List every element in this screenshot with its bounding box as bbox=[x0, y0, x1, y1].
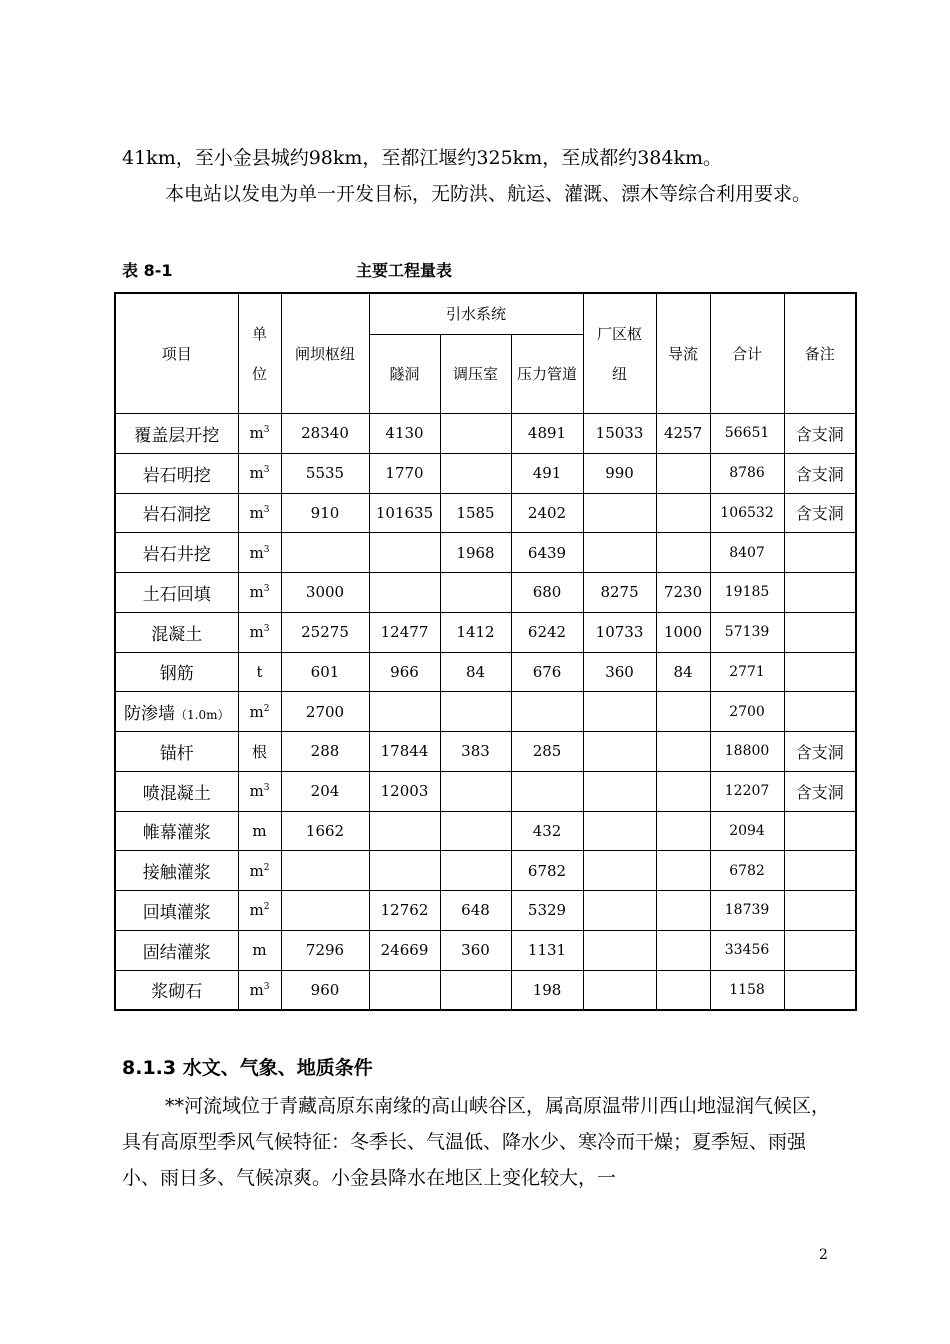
table-cell-surge: 383 bbox=[440, 732, 511, 772]
table-cell-unit: m bbox=[238, 811, 281, 851]
table-cell-unit: $m^3$ bbox=[238, 970, 281, 1010]
table-cell-tunnel bbox=[369, 851, 440, 891]
table-cell-dam bbox=[281, 533, 369, 573]
table-cell-diversion-flow bbox=[656, 732, 710, 772]
table-cell-unit: $m^3$ bbox=[238, 771, 281, 811]
table-cell-plant: 8275 bbox=[583, 573, 656, 613]
table-cell-total: 19185 bbox=[710, 573, 784, 613]
table-cell-diversion-flow bbox=[656, 851, 710, 891]
table-cell-note bbox=[784, 533, 856, 573]
table-cell-total: 2700 bbox=[710, 692, 784, 732]
table-cell-note: 含支洞 bbox=[784, 732, 856, 772]
table-cell-penstock bbox=[511, 692, 583, 732]
table-cell-surge: 360 bbox=[440, 930, 511, 970]
unit-exponent: 2 bbox=[263, 862, 270, 873]
table-row bbox=[115, 692, 856, 732]
table-cell-dam: 3000 bbox=[281, 573, 369, 613]
table-cell-unit: $m^2$ bbox=[238, 692, 281, 732]
table-cell-plant: 15033 bbox=[583, 414, 656, 454]
table-cell-plant bbox=[583, 692, 656, 732]
table-cell-dam: 601 bbox=[281, 652, 369, 692]
table-cell-plant: 990 bbox=[583, 453, 656, 493]
table-row bbox=[115, 652, 856, 692]
table-cell-total: 18739 bbox=[710, 891, 784, 931]
section-heading: 8.1.3 水文、气象、地质条件 bbox=[122, 1057, 373, 1079]
table-row bbox=[115, 414, 856, 454]
table-cell-surge bbox=[440, 970, 511, 1010]
table-row bbox=[115, 453, 856, 493]
table-cell-note bbox=[784, 891, 856, 931]
table-cell-total: 18800 bbox=[710, 732, 784, 772]
table-cell-diversion-flow bbox=[656, 692, 710, 732]
table-cell-unit: t bbox=[238, 652, 281, 692]
header-penstock: 压力管道 bbox=[511, 335, 583, 414]
header-note: 备注 bbox=[784, 293, 856, 414]
paragraph-climate: **河流域位于青藏高原东南缘的高山峡谷区，属高原温带川西山地湿润气候区，具有高原型季风气候特征：冬季长、气温低、降水少、寒冷而干燥；夏季短、雨强小、雨日多、气候凉爽。小金县降水在地区上变化较大，一 bbox=[122, 1095, 831, 1189]
table-cell-note bbox=[784, 930, 856, 970]
table-cell-penstock: 4891 bbox=[511, 414, 583, 454]
table-cell-surge: 1968 bbox=[440, 533, 511, 573]
table-cell-tunnel: 12003 bbox=[369, 771, 440, 811]
unit-exponent: 2 bbox=[263, 703, 270, 714]
table-cell-note: 含支洞 bbox=[784, 414, 856, 454]
table-cell-surge: 84 bbox=[440, 652, 511, 692]
unit-exponent: 3 bbox=[263, 425, 270, 436]
table-cell-tunnel: 17844 bbox=[369, 732, 440, 772]
table-cell-unit: $m^3$ bbox=[238, 493, 281, 533]
table-cell-surge bbox=[440, 811, 511, 851]
table-cell-surge bbox=[440, 573, 511, 613]
table-cell-dam: 28340 bbox=[281, 414, 369, 454]
table-cell-item: 固结灌浆 bbox=[115, 930, 238, 970]
table-cell-penstock: 432 bbox=[511, 811, 583, 851]
table-cell-dam bbox=[281, 851, 369, 891]
header-diversion-flow: 导流 bbox=[656, 293, 710, 414]
table-cell-total: 106532 bbox=[710, 493, 784, 533]
table-cell-diversion-flow bbox=[656, 891, 710, 931]
table-cell-note bbox=[784, 573, 856, 613]
table-cell-dam: 1662 bbox=[281, 811, 369, 851]
table-row bbox=[115, 771, 856, 811]
table-body bbox=[115, 414, 856, 1010]
header-diversion-system: 引水系统 bbox=[369, 293, 583, 335]
table-row bbox=[115, 811, 856, 851]
table-cell-plant bbox=[583, 930, 656, 970]
table-cell-diversion-flow bbox=[656, 533, 710, 573]
table-number: 表 8-1 bbox=[122, 261, 173, 280]
table-row bbox=[115, 493, 856, 533]
table-cell-unit: $m^3$ bbox=[238, 573, 281, 613]
header-surge-chamber: 调压室 bbox=[440, 335, 511, 414]
table-cell-diversion-flow bbox=[656, 771, 710, 811]
table-cell-note: 含支洞 bbox=[784, 493, 856, 533]
table-cell-diversion-flow bbox=[656, 811, 710, 851]
table-cell-diversion-flow: 84 bbox=[656, 652, 710, 692]
item-thickness: （1.0m） bbox=[175, 708, 230, 723]
table-cell-diversion-flow bbox=[656, 970, 710, 1010]
table-cell-diversion-flow bbox=[656, 493, 710, 533]
table-cell-plant: 360 bbox=[583, 652, 656, 692]
header-total: 合计 bbox=[710, 293, 784, 414]
table-cell-plant bbox=[583, 771, 656, 811]
table-cell-surge: 1585 bbox=[440, 493, 511, 533]
table-cell-dam: 2700 bbox=[281, 692, 369, 732]
table-cell-total: 6782 bbox=[710, 851, 784, 891]
table-cell-surge bbox=[440, 414, 511, 454]
table-cell-plant bbox=[583, 851, 656, 891]
table-cell-total: 56651 bbox=[710, 414, 784, 454]
table-cell-total: 2771 bbox=[710, 652, 784, 692]
unit-exponent: 3 bbox=[263, 981, 270, 992]
table-cell-unit: $m^3$ bbox=[238, 533, 281, 573]
table-cell-diversion-flow bbox=[656, 930, 710, 970]
table-row bbox=[115, 891, 856, 931]
table-cell-dam: 288 bbox=[281, 732, 369, 772]
table-cell-tunnel bbox=[369, 533, 440, 573]
table-cell-tunnel: 24669 bbox=[369, 930, 440, 970]
table-cell-dam: 7296 bbox=[281, 930, 369, 970]
table-cell-penstock: 6439 bbox=[511, 533, 583, 573]
table-cell-tunnel bbox=[369, 970, 440, 1010]
paragraph-distances: 41km，至小金县城约98km，至都江堰约325km，至成都约384km。 bbox=[122, 147, 723, 169]
table-cell-dam: 910 bbox=[281, 493, 369, 533]
unit-exponent: 3 bbox=[263, 465, 270, 476]
table-cell-penstock: 2402 bbox=[511, 493, 583, 533]
table-cell-penstock bbox=[511, 771, 583, 811]
table-cell-total: 57139 bbox=[710, 612, 784, 652]
table-cell-item: 防渗墙（1.0m） bbox=[115, 692, 238, 732]
table-cell-note bbox=[784, 692, 856, 732]
table-cell-unit: $m^2$ bbox=[238, 851, 281, 891]
table-cell-penstock: 285 bbox=[511, 732, 583, 772]
table-cell-plant bbox=[583, 891, 656, 931]
table-row bbox=[115, 612, 856, 652]
table-cell-note bbox=[784, 612, 856, 652]
table-row bbox=[115, 732, 856, 772]
table-cell-plant bbox=[583, 493, 656, 533]
table-cell-note bbox=[784, 811, 856, 851]
page-number: 2 bbox=[819, 1247, 828, 1263]
table-cell-total: 2094 bbox=[710, 811, 784, 851]
paragraph-development-goal: 本电站以发电为单一开发目标，无防洪、航运、灌溉、漂木等综合利用要求。 bbox=[165, 183, 812, 205]
header-dam: 闸坝枢纽 bbox=[281, 293, 369, 414]
table-cell-unit: $m^3$ bbox=[238, 414, 281, 454]
table-cell-unit: m bbox=[238, 930, 281, 970]
table-cell-surge bbox=[440, 771, 511, 811]
table-cell-tunnel: 966 bbox=[369, 652, 440, 692]
table-cell-dam: 25275 bbox=[281, 612, 369, 652]
table-row bbox=[115, 851, 856, 891]
table-cell-note bbox=[784, 970, 856, 1010]
table-cell-total: 8786 bbox=[710, 453, 784, 493]
header-plant: 厂区枢纽 bbox=[583, 293, 656, 414]
table-cell-diversion-flow: 4257 bbox=[656, 414, 710, 454]
table-cell-item: 喷混凝土 bbox=[115, 771, 238, 811]
table-cell-dam: 960 bbox=[281, 970, 369, 1010]
table-cell-item: 岩石井挖 bbox=[115, 533, 238, 573]
table-cell-surge bbox=[440, 453, 511, 493]
table-cell-dam bbox=[281, 891, 369, 931]
table-cell-plant bbox=[583, 970, 656, 1010]
table-cell-tunnel: 4130 bbox=[369, 414, 440, 454]
table-cell-total: 8407 bbox=[710, 533, 784, 573]
table-cell-item: 接触灌浆 bbox=[115, 851, 238, 891]
table-cell-unit: $m^3$ bbox=[238, 453, 281, 493]
table-cell-item: 土石回填 bbox=[115, 573, 238, 613]
unit-exponent: 3 bbox=[263, 584, 270, 595]
table-cell-tunnel: 12762 bbox=[369, 891, 440, 931]
table-cell-penstock: 1131 bbox=[511, 930, 583, 970]
table-cell-surge: 1412 bbox=[440, 612, 511, 652]
table-cell-plant bbox=[583, 732, 656, 772]
table-cell-tunnel bbox=[369, 811, 440, 851]
table-cell-penstock: 491 bbox=[511, 453, 583, 493]
table-cell-item: 混凝土 bbox=[115, 612, 238, 652]
table-cell-surge: 648 bbox=[440, 891, 511, 931]
table-cell-item: 覆盖层开挖 bbox=[115, 414, 238, 454]
table-cell-surge bbox=[440, 692, 511, 732]
header-unit: 单位 bbox=[238, 293, 281, 414]
table-cell-total: 33456 bbox=[710, 930, 784, 970]
table-cell-note: 含支洞 bbox=[784, 771, 856, 811]
table-cell-penstock: 6242 bbox=[511, 612, 583, 652]
table-cell-tunnel: 101635 bbox=[369, 493, 440, 533]
table-cell-penstock: 676 bbox=[511, 652, 583, 692]
table-cell-note bbox=[784, 851, 856, 891]
table-cell-unit: $m^3$ bbox=[238, 612, 281, 652]
table-cell-item: 浆砌石 bbox=[115, 970, 238, 1010]
table-cell-item: 回填灌浆 bbox=[115, 891, 238, 931]
table-cell-total: 12207 bbox=[710, 771, 784, 811]
table-cell-diversion-flow bbox=[656, 453, 710, 493]
table-cell-item: 锚杆 bbox=[115, 732, 238, 772]
table-cell-unit: 根 bbox=[238, 732, 281, 772]
table-cell-plant bbox=[583, 811, 656, 851]
table-cell-diversion-flow: 1000 bbox=[656, 612, 710, 652]
table-title: 主要工程量表 bbox=[356, 261, 453, 280]
table-cell-diversion-flow: 7230 bbox=[656, 573, 710, 613]
table-cell-item: 帷幕灌浆 bbox=[115, 811, 238, 851]
table-cell-penstock: 680 bbox=[511, 573, 583, 613]
table-row bbox=[115, 533, 856, 573]
header-tunnel: 隧洞 bbox=[369, 335, 440, 414]
table-cell-surge bbox=[440, 851, 511, 891]
table-cell-note: 含支洞 bbox=[784, 453, 856, 493]
unit-exponent: 3 bbox=[263, 624, 270, 635]
table-cell-total: 1158 bbox=[710, 970, 784, 1010]
table-row bbox=[115, 930, 856, 970]
table-cell-dam: 204 bbox=[281, 771, 369, 811]
table-cell-penstock: 198 bbox=[511, 970, 583, 1010]
table-cell-item: 岩石明挖 bbox=[115, 453, 238, 493]
unit-exponent: 3 bbox=[263, 783, 270, 794]
table-cell-plant: 10733 bbox=[583, 612, 656, 652]
table-row bbox=[115, 573, 856, 613]
table-cell-dam: 5535 bbox=[281, 453, 369, 493]
table-row bbox=[115, 970, 856, 1010]
table-cell-penstock: 5329 bbox=[511, 891, 583, 931]
table-cell-item: 岩石洞挖 bbox=[115, 493, 238, 533]
table-cell-tunnel bbox=[369, 692, 440, 732]
table-cell-note bbox=[784, 652, 856, 692]
table-cell-plant bbox=[583, 533, 656, 573]
unit-exponent: 2 bbox=[263, 902, 270, 913]
table-cell-penstock: 6782 bbox=[511, 851, 583, 891]
table-cell-item: 钢筋 bbox=[115, 652, 238, 692]
table-cell-tunnel: 12477 bbox=[369, 612, 440, 652]
unit-exponent: 3 bbox=[263, 504, 270, 515]
table-cell-tunnel: 1770 bbox=[369, 453, 440, 493]
table-cell-unit: $m^2$ bbox=[238, 891, 281, 931]
header-item: 项目 bbox=[115, 293, 238, 414]
unit-exponent: 3 bbox=[263, 544, 270, 555]
table-cell-tunnel bbox=[369, 573, 440, 613]
quantities-table bbox=[114, 292, 857, 1011]
